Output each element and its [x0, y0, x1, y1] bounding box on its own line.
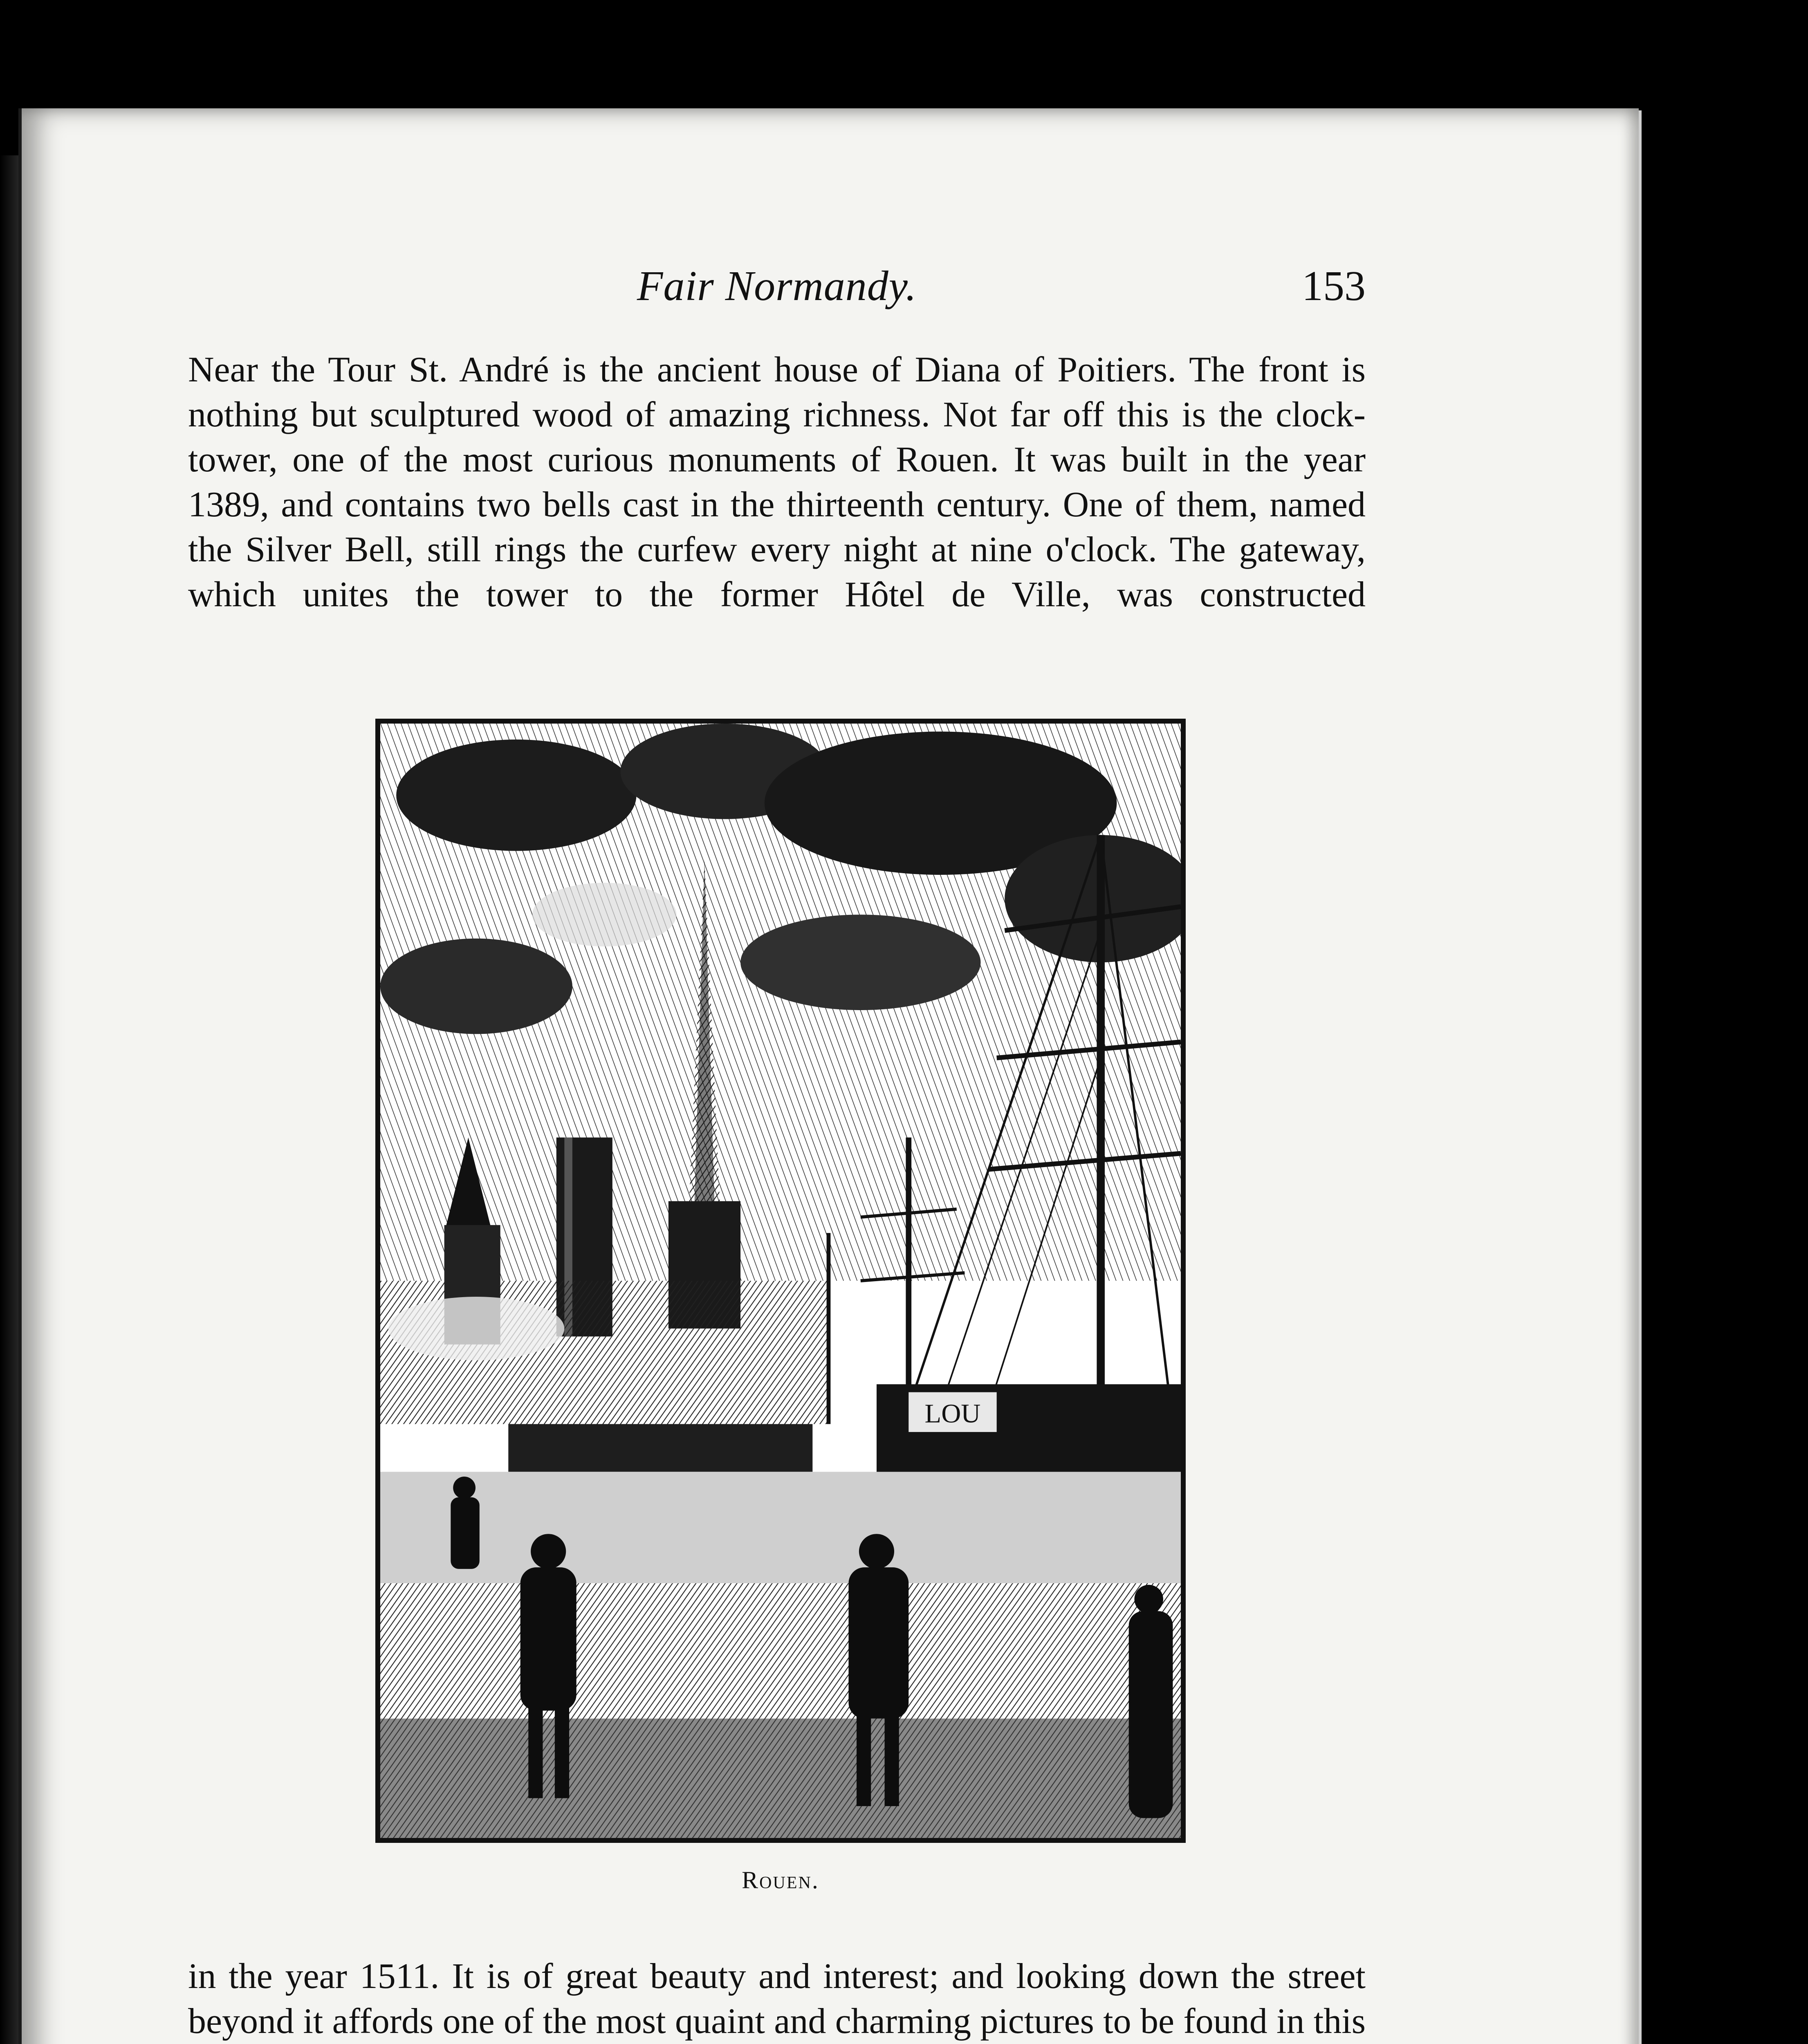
- figure-caption: Rouen.: [742, 1867, 819, 1894]
- paragraph-bottom: in the year 1511. It is of great beauty and interest; and looking down the street beyond it affords one of the most quaint and charming pictures to be found in this: [188, 1957, 1366, 2041]
- page-number: 153: [1302, 262, 1366, 309]
- boat-label: LOU: [924, 1399, 981, 1429]
- river: [380, 1472, 1181, 1583]
- running-head: [188, 262, 1366, 319]
- steam-cloud: [388, 1297, 565, 1360]
- paragraph-top: Near the Tour St. André is the ancient house of Diana of Poitiers. The front is nothing but sculptured wood of amazing richness. Not far off this is the clock-tower, one of the most curious monuments of Rouen. It was built in the year 1389, and contains two bells cast in the thirteenth century. One of them, named the Silver Bell, still rings the curfew every night at nine o'clock. The gateway, which unites the tower to the former Hôtel de Ville, was constructed: [188, 350, 1366, 614]
- running-title: Fair Normandy.: [637, 262, 917, 309]
- engraving-art: [380, 724, 1181, 1838]
- rouen-engraving: [375, 719, 1186, 1843]
